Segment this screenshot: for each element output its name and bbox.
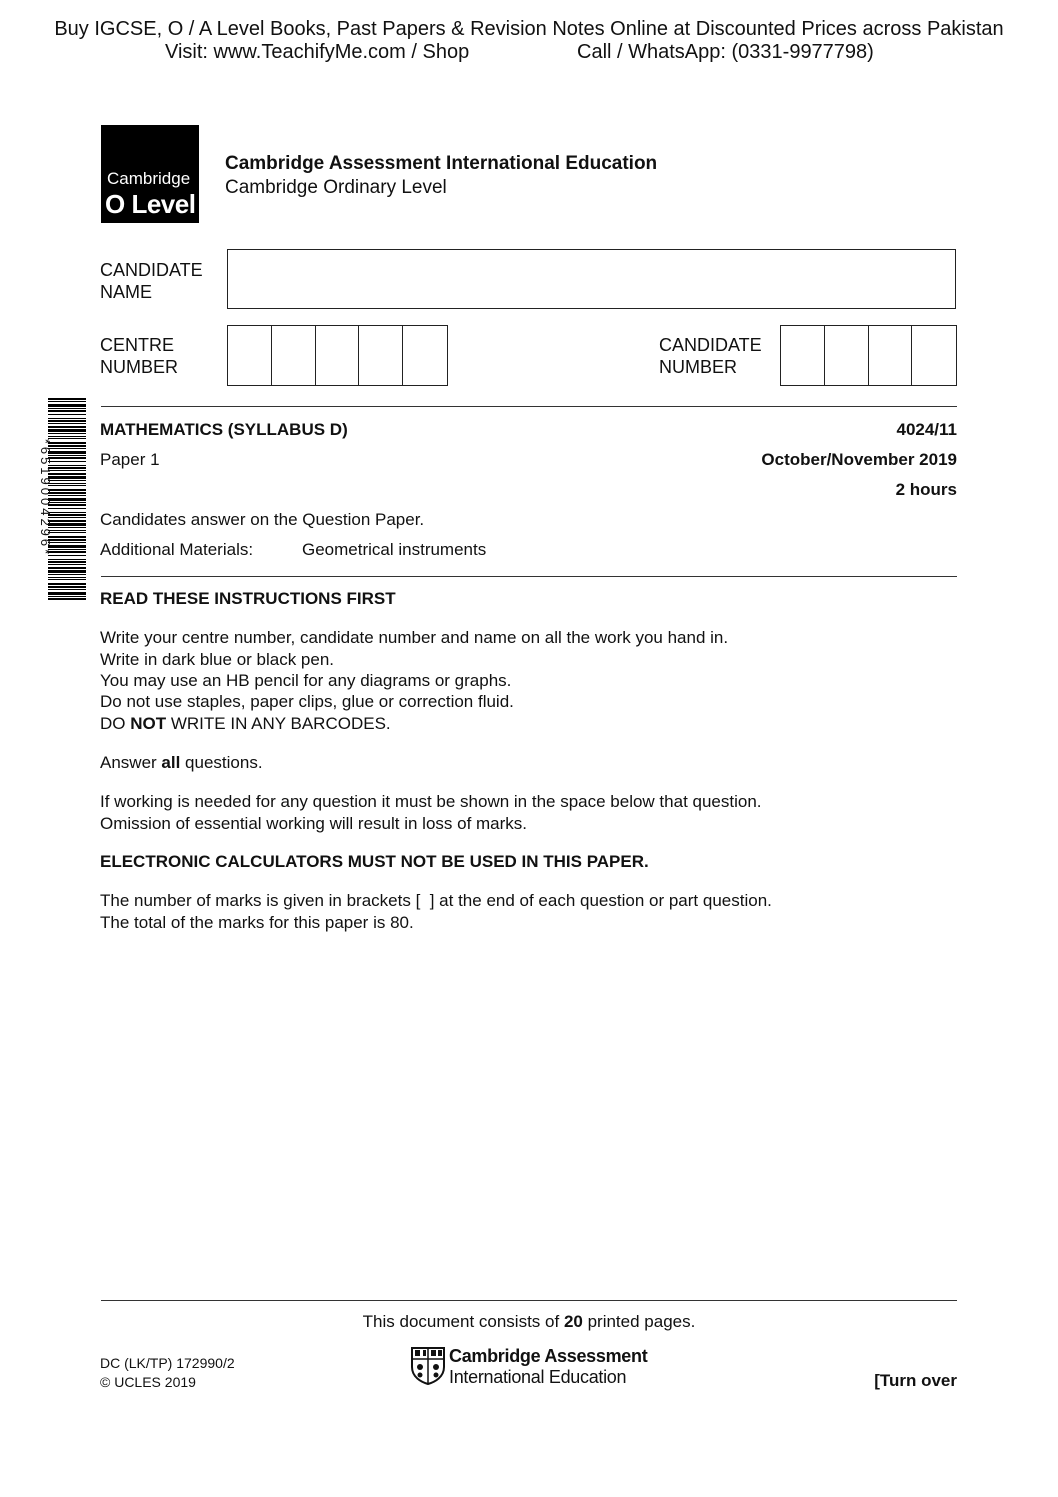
materials-value: Geometrical instruments (302, 540, 487, 559)
barcode-bar (48, 530, 86, 531)
barcode-bar (48, 408, 86, 409)
barcode-bar (48, 586, 86, 588)
barcode-bar (48, 555, 86, 556)
barcode-text: *6519004296* (38, 438, 53, 558)
marks-instruction-1: The number of marks is given in brackets [ ] at the end of each question or part question. (100, 891, 772, 910)
candidate-name-label: CANDIDATE NAME (100, 260, 203, 302)
barcode-bar (48, 473, 86, 475)
barcode-bar (48, 404, 86, 407)
working-instruction-1: If working is needed for any question it must be shown in the space below that question. (100, 792, 762, 811)
calculator-instruction: ELECTRONIC CALCULATORS MUST NOT BE USED IN THIS PAPER. (100, 852, 649, 871)
instruction-line: You may use an HB pencil for any diagrams or graphs. (100, 671, 512, 690)
logo-line-2: O Level (105, 189, 196, 219)
org-title: Cambridge Assessment International Education (225, 153, 658, 174)
candidate-number-cell[interactable] (781, 326, 825, 385)
barcode-bar (48, 570, 86, 573)
barcode-bar (48, 455, 86, 456)
barcode-bar (48, 574, 86, 575)
barcode-bar (48, 542, 86, 543)
instructions-heading: READ THESE INSTRUCTIONS FIRST (100, 589, 396, 608)
barcode-bar (48, 445, 86, 447)
subject-title: MATHEMATICS (SYLLABUS D) (100, 420, 348, 439)
materials-label: Additional Materials: (100, 540, 254, 559)
centre-number-label: CENTRE NUMBER (100, 335, 179, 377)
centre-number-boxes[interactable] (227, 325, 448, 386)
centre-number-cell[interactable] (359, 326, 403, 385)
barcode-bar (48, 583, 86, 585)
barcode-bar (48, 436, 86, 437)
answer-bold: all (161, 753, 181, 772)
barcode-bar (48, 480, 86, 481)
barcode-bar (48, 465, 86, 466)
level-title: Cambridge Ordinary Level (225, 177, 447, 198)
candidate-number-cell[interactable] (869, 326, 913, 385)
barcode-instruction-pre: DO (100, 714, 131, 733)
candidate-name-box[interactable] (227, 249, 956, 309)
barcode-bar (48, 414, 86, 415)
barcode-bar (48, 504, 86, 506)
barcode-bar (48, 527, 86, 528)
barcode-bar (48, 536, 86, 538)
divider-top (101, 406, 957, 407)
candidate-number-label: CANDIDATE NUMBER (659, 335, 762, 377)
barcode-bar (48, 457, 86, 459)
barcode-bar (48, 523, 86, 526)
candidate-number-cell[interactable] (825, 326, 869, 385)
barcode-bar (48, 398, 86, 400)
page-count-pre: This document consists of (362, 1312, 564, 1331)
barcode-bar (48, 451, 86, 454)
cambridge-assessment-logo-line-1: Cambridge Assessment (449, 1346, 648, 1366)
barcode-bar (48, 489, 86, 491)
barcode-bar (48, 559, 86, 560)
barcode-bar (48, 539, 86, 541)
barcode-bar (48, 549, 86, 550)
barcode-bar (48, 567, 86, 569)
candidate-number-cell[interactable] (912, 326, 956, 385)
barcode-bar (48, 401, 86, 402)
centre-number-cell[interactable] (228, 326, 272, 385)
marks-instruction-2: The total of the marks for this paper is 80. (100, 913, 414, 932)
centre-number-cell[interactable] (316, 326, 360, 385)
centre-number-cell[interactable] (272, 326, 316, 385)
turn-over: [Turn over (874, 1371, 957, 1390)
answer-post: questions. (180, 753, 263, 772)
barcode-bar (48, 423, 86, 424)
barcode-bar (48, 438, 86, 439)
page-count-number: 20 (563, 1312, 583, 1331)
barcode-bar (48, 483, 86, 484)
barcode-bar (48, 426, 86, 428)
answer-on-paper: Candidates answer on the Question Paper. (100, 510, 425, 529)
barcode-bar (48, 545, 86, 548)
barcode-bar (48, 598, 86, 600)
exam-session: October/November 2019 (761, 450, 957, 469)
barcode-bar (48, 551, 86, 553)
barcode-bar (48, 467, 86, 469)
barcode-bar (48, 476, 86, 479)
document-code: DC (LK/TP) 172990/2 (100, 1355, 235, 1371)
barcode-instruction (100, 713, 391, 735)
working-instruction-2: Omission of essential working will result in loss of marks. (100, 814, 528, 833)
barcode-bar (48, 592, 86, 595)
barcode-bar (48, 442, 86, 444)
exam-duration: 2 hours (895, 480, 957, 499)
barcode-bar (48, 564, 86, 565)
candidate-number-boxes[interactable] (780, 325, 957, 386)
centre-number-cell[interactable] (403, 326, 447, 385)
cambridge-assessment-logo-line-2: International Education (449, 1367, 627, 1387)
barcode-bar (48, 579, 86, 580)
page-count-post: printed pages. (582, 1312, 696, 1331)
barcode-bar (48, 596, 86, 597)
logo-line-1: Cambridge (107, 169, 191, 188)
barcode-bar (48, 498, 86, 501)
barcode-bar (48, 514, 86, 516)
cambridge-crest-icon (411, 1347, 445, 1385)
barcode-bar (48, 520, 86, 522)
barcode-bar (48, 532, 86, 533)
barcode (36, 398, 86, 600)
barcode-bar (48, 517, 86, 518)
divider-middle (101, 576, 957, 577)
paper-code: 4024/11 (896, 420, 957, 439)
barcode-instruction-post: WRITE IN ANY BARCODES. (166, 714, 391, 733)
banner-line-1: Buy IGCSE, O / A Level Books, Past Papers & Revision Notes Online at Discounted Prices across Pakistan (54, 18, 1004, 40)
answer-all-instruction (100, 752, 263, 774)
barcode-instruction-bold: NOT (130, 714, 167, 733)
divider-bottom (101, 1300, 957, 1301)
barcode-bar (48, 485, 86, 486)
instruction-line: Write in dark blue or black pen. (100, 650, 335, 669)
instruction-line: Write your centre number, candidate number and name on all the work you hand in. (100, 628, 729, 647)
barcode-bar (48, 418, 86, 419)
answer-pre: Answer (100, 753, 162, 772)
banner-visit: Visit: www.TeachifyMe.com / Shop (165, 41, 470, 63)
barcode-bar (48, 589, 86, 590)
copyright: © UCLES 2019 (100, 1374, 196, 1390)
barcode-bar (48, 448, 86, 449)
barcode-bar (48, 502, 86, 503)
barcode-bar (48, 420, 86, 422)
barcode-bar (48, 561, 86, 563)
banner-call: Call / WhatsApp: (0331-9977798) (577, 41, 874, 63)
page-count (0, 1312, 1058, 1332)
paper-number: Paper 1 (100, 450, 160, 469)
barcode-bar (48, 433, 86, 434)
cambridge-o-level-logo (101, 125, 199, 223)
barcode-bar (48, 410, 86, 412)
barcode-bar (48, 508, 86, 509)
barcode-bar (48, 512, 86, 513)
barcode-bar (48, 470, 86, 471)
barcode-bar (48, 577, 86, 578)
barcode-bar (48, 492, 86, 494)
barcode-bar (48, 461, 86, 462)
barcode-bar (48, 429, 86, 432)
instruction-line: Do not use staples, paper clips, glue or correction fluid. (100, 692, 514, 711)
barcode-bar (48, 495, 86, 496)
